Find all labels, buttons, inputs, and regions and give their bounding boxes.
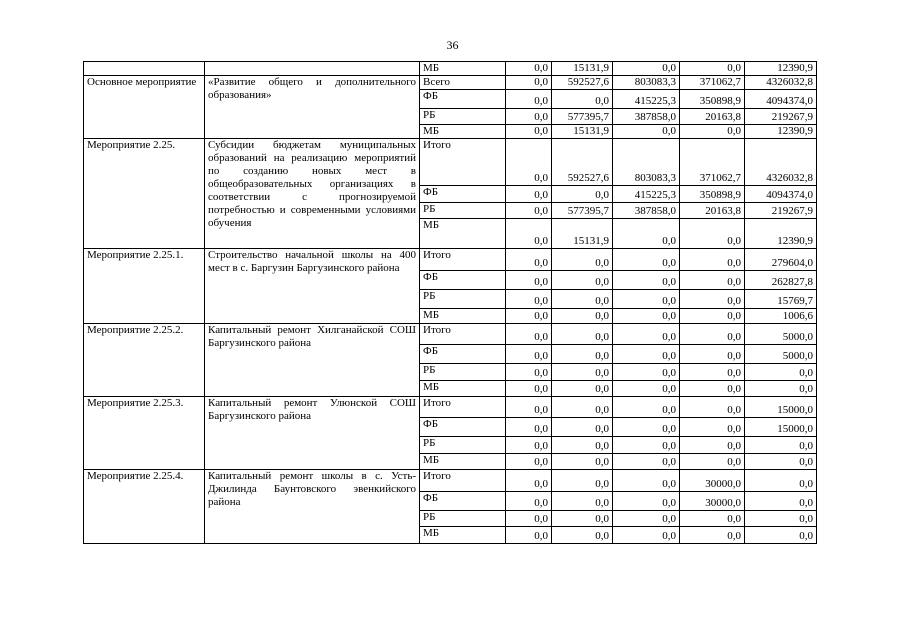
value-cell: 0,0 (506, 203, 552, 219)
value-cell: 4326032,8 (745, 76, 817, 90)
value-cell: 279604,0 (745, 249, 817, 271)
value-cell: 0,0 (680, 324, 745, 345)
activity-name-cell: Мероприятие 2.25.4. (84, 470, 205, 544)
value-cell: 0,0 (613, 397, 680, 418)
value-cell: 0,0 (745, 527, 817, 544)
value-cell: 0,0 (613, 527, 680, 544)
value-cell: 5000,0 (745, 324, 817, 345)
value-cell: 0,0 (613, 324, 680, 345)
value-cell: 30000,0 (680, 470, 745, 492)
value-cell: 0,0 (680, 454, 745, 470)
value-cell: 0,0 (506, 139, 552, 186)
value-cell: 0,0 (613, 470, 680, 492)
value-cell: 1006,6 (745, 309, 817, 324)
value-cell: 0,0 (552, 418, 613, 437)
value-cell: 5000,0 (745, 345, 817, 364)
value-cell: 0,0 (506, 309, 552, 324)
value-cell: 415225,3 (613, 90, 680, 109)
funding-source-cell: Итого (420, 397, 506, 418)
value-cell: 0,0 (506, 418, 552, 437)
value-cell: 0,0 (506, 437, 552, 454)
value-cell: 0,0 (552, 186, 613, 203)
table-row (84, 76, 817, 90)
budget-table-body (84, 62, 817, 544)
value-cell: 30000,0 (680, 492, 745, 511)
value-cell: 0,0 (613, 511, 680, 527)
value-cell: 592527,6 (552, 139, 613, 186)
value-cell: 15000,0 (745, 397, 817, 418)
value-cell: 415225,3 (613, 186, 680, 203)
funding-source-cell: ФБ (420, 186, 506, 203)
table-row (84, 470, 817, 492)
value-cell: 0,0 (680, 345, 745, 364)
value-cell: 0,0 (680, 381, 745, 397)
value-cell: 0,0 (506, 345, 552, 364)
value-cell: 262827,8 (745, 271, 817, 290)
funding-source-cell: РБ (420, 364, 506, 381)
value-cell: 15000,0 (745, 418, 817, 437)
value-cell: 0,0 (506, 186, 552, 203)
value-cell: 0,0 (680, 62, 745, 76)
funding-source-cell: МБ (420, 219, 506, 249)
activity-description-cell: «Развитие общего и дополнительного образования» (205, 76, 420, 139)
value-cell: 0,0 (680, 219, 745, 249)
activity-description-cell: Субсидии бюджетам муниципальных образований на реализацию мероприятий по созданию новых мест в общеобразовательных организациях в соответствии с прогнозируемой потребностью и современными условиями обучения (205, 139, 420, 249)
value-cell: 0,0 (680, 511, 745, 527)
value-cell: 0,0 (680, 437, 745, 454)
funding-source-cell: РБ (420, 437, 506, 454)
value-cell: 371062,7 (680, 76, 745, 90)
value-cell: 0,0 (552, 249, 613, 271)
value-cell: 15131,9 (552, 62, 613, 76)
value-cell: 4094374,0 (745, 186, 817, 203)
value-cell: 0,0 (680, 418, 745, 437)
value-cell: 15769,7 (745, 290, 817, 309)
funding-source-cell: МБ (420, 381, 506, 397)
page-number: 36 (446, 38, 459, 52)
funding-source-cell: ФБ (420, 90, 506, 109)
value-cell: 387858,0 (613, 203, 680, 219)
value-cell: 15131,9 (552, 125, 613, 139)
table-row (84, 324, 817, 345)
value-cell: 0,0 (613, 62, 680, 76)
funding-source-cell: ФБ (420, 271, 506, 290)
value-cell: 0,0 (680, 364, 745, 381)
value-cell: 0,0 (552, 309, 613, 324)
value-cell: 12390,9 (745, 219, 817, 249)
value-cell: 0,0 (552, 511, 613, 527)
value-cell: 0,0 (613, 249, 680, 271)
value-cell: 4094374,0 (745, 90, 817, 109)
value-cell: 0,0 (552, 90, 613, 109)
budget-table (83, 61, 817, 544)
empty-name-cell (84, 62, 205, 76)
funding-source-cell: Итого (420, 139, 506, 186)
value-cell: 0,0 (506, 492, 552, 511)
value-cell: 0,0 (745, 364, 817, 381)
value-cell: 0,0 (613, 454, 680, 470)
activity-description-cell: Строительство начальной школы на 400 мест в с. Баргузин Баргузинского района (205, 249, 420, 324)
value-cell: 0,0 (745, 454, 817, 470)
value-cell: 592527,6 (552, 76, 613, 90)
value-cell: 0,0 (613, 219, 680, 249)
value-cell: 0,0 (506, 470, 552, 492)
funding-source-cell: ФБ (420, 345, 506, 364)
activity-name-cell: Мероприятие 2.25.2. (84, 324, 205, 397)
funding-source-cell: МБ (420, 454, 506, 470)
activity-name-cell: Мероприятие 2.25.3. (84, 397, 205, 470)
funding-source-cell: Итого (420, 470, 506, 492)
value-cell: 0,0 (680, 125, 745, 139)
value-cell: 0,0 (613, 418, 680, 437)
activity-description-cell: Капитальный ремонт Улюнской СОШ Баргузинского района (205, 397, 420, 470)
activity-name-cell: Мероприятие 2.25.1. (84, 249, 205, 324)
value-cell: 0,0 (506, 381, 552, 397)
value-cell: 0,0 (506, 249, 552, 271)
value-cell: 12390,9 (745, 125, 817, 139)
activity-name-cell: Основное мероприятие (84, 76, 205, 139)
value-cell: 0,0 (613, 125, 680, 139)
value-cell: 0,0 (613, 345, 680, 364)
value-cell: 20163,8 (680, 203, 745, 219)
value-cell: 0,0 (680, 397, 745, 418)
value-cell: 0,0 (506, 62, 552, 76)
value-cell: 577395,7 (552, 203, 613, 219)
value-cell: 0,0 (506, 271, 552, 290)
value-cell: 387858,0 (613, 109, 680, 125)
value-cell: 0,0 (552, 324, 613, 345)
funding-source-cell: МБ (420, 62, 506, 76)
value-cell: 0,0 (506, 364, 552, 381)
funding-source-cell: РБ (420, 511, 506, 527)
funding-source-cell: Итого (420, 324, 506, 345)
value-cell: 371062,7 (680, 139, 745, 186)
activity-description-cell: Капитальный ремонт Хилганайской СОШ Баргузинского района (205, 324, 420, 397)
value-cell: 0,0 (506, 290, 552, 309)
funding-source-cell: МБ (420, 125, 506, 139)
value-cell: 0,0 (680, 527, 745, 544)
value-cell: 12390,9 (745, 62, 817, 76)
funding-source-cell: Итого (420, 249, 506, 271)
value-cell: 0,0 (506, 527, 552, 544)
value-cell: 0,0 (680, 271, 745, 290)
value-cell: 803083,3 (613, 76, 680, 90)
value-cell: 219267,9 (745, 109, 817, 125)
value-cell: 0,0 (552, 271, 613, 290)
funding-source-cell: РБ (420, 290, 506, 309)
value-cell: 0,0 (552, 492, 613, 511)
empty-description-cell (205, 62, 420, 76)
value-cell: 0,0 (613, 381, 680, 397)
funding-source-cell: ФБ (420, 418, 506, 437)
value-cell: 4326032,8 (745, 139, 817, 186)
value-cell: 0,0 (613, 364, 680, 381)
funding-source-cell: РБ (420, 109, 506, 125)
value-cell: 0,0 (506, 125, 552, 139)
funding-source-cell: ФБ (420, 492, 506, 511)
table-row (84, 397, 817, 418)
value-cell: 350898,9 (680, 90, 745, 109)
value-cell: 0,0 (506, 219, 552, 249)
value-cell: 0,0 (745, 437, 817, 454)
value-cell: 803083,3 (613, 139, 680, 186)
value-cell: 0,0 (552, 454, 613, 470)
value-cell: 0,0 (552, 470, 613, 492)
activity-name-cell: Мероприятие 2.25. (84, 139, 205, 249)
value-cell: 0,0 (680, 290, 745, 309)
value-cell: 0,0 (506, 76, 552, 90)
value-cell: 0,0 (506, 397, 552, 418)
value-cell: 0,0 (506, 109, 552, 125)
value-cell: 0,0 (745, 470, 817, 492)
value-cell: 0,0 (613, 290, 680, 309)
value-cell: 0,0 (745, 381, 817, 397)
value-cell: 350898,9 (680, 186, 745, 203)
value-cell: 0,0 (680, 249, 745, 271)
value-cell: 0,0 (552, 345, 613, 364)
value-cell: 0,0 (613, 437, 680, 454)
value-cell: 0,0 (552, 364, 613, 381)
table-row (84, 139, 817, 186)
value-cell: 0,0 (552, 290, 613, 309)
value-cell: 20163,8 (680, 109, 745, 125)
funding-source-cell: РБ (420, 203, 506, 219)
value-cell: 0,0 (680, 309, 745, 324)
table-row (84, 62, 817, 76)
value-cell: 0,0 (552, 437, 613, 454)
value-cell: 0,0 (506, 90, 552, 109)
value-cell: 0,0 (613, 492, 680, 511)
funding-source-cell: МБ (420, 309, 506, 324)
value-cell: 0,0 (613, 271, 680, 290)
value-cell: 0,0 (552, 527, 613, 544)
table-row (84, 249, 817, 271)
value-cell: 0,0 (506, 454, 552, 470)
value-cell: 219267,9 (745, 203, 817, 219)
activity-description-cell: Капитальный ремонт школы в с. Усть-Джилинда Баунтовского эвенкийского района (205, 470, 420, 544)
funding-source-cell: Всего (420, 76, 506, 90)
funding-source-cell: МБ (420, 527, 506, 544)
value-cell: 0,0 (506, 324, 552, 345)
value-cell: 0,0 (552, 397, 613, 418)
value-cell: 577395,7 (552, 109, 613, 125)
value-cell: 0,0 (745, 511, 817, 527)
value-cell: 0,0 (613, 309, 680, 324)
value-cell: 15131,9 (552, 219, 613, 249)
value-cell: 0,0 (506, 511, 552, 527)
value-cell: 0,0 (745, 492, 817, 511)
value-cell: 0,0 (552, 381, 613, 397)
